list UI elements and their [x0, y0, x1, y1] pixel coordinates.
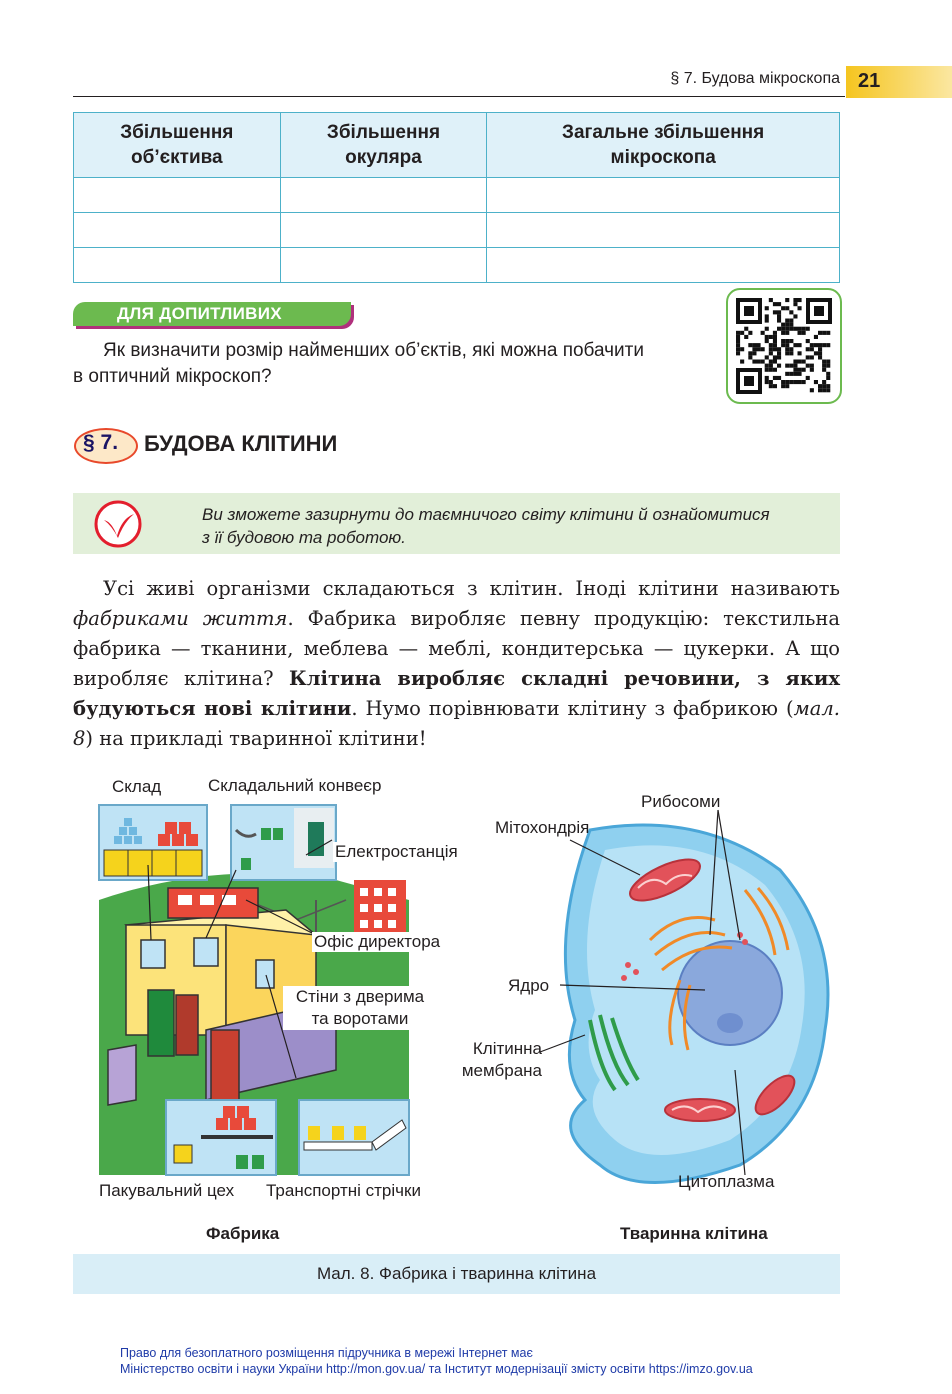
table-cell — [74, 213, 281, 248]
checkmark-goal-icon — [90, 500, 146, 548]
table-cell — [487, 178, 840, 213]
body-text: ) на прикладі тваринної клітини! — [85, 727, 427, 750]
factory-caption: Фабрика — [206, 1224, 280, 1243]
body-text: . Фабрика виробляє певну продукцію: текстильна фабрика — тканини, меблева — меблі, кондитерська — цукерки. А що виробляє клітина? — [73, 607, 840, 690]
qr-code[interactable] — [726, 288, 842, 404]
table-cell — [74, 248, 281, 283]
curious-badge — [73, 302, 351, 326]
magnification-table — [73, 112, 840, 283]
running-header: § 7. Будова мікроскопа — [670, 70, 840, 87]
label-warehouse: Склад — [112, 777, 162, 796]
footer-line: Право для безоплатного розміщення підручника в мережі Інтернет має — [120, 1346, 533, 1360]
label-line: та воротами — [311, 1009, 409, 1028]
label-nucleus: Ядро — [508, 976, 550, 995]
curious-badge-label: ДЛЯ ДОПИТЛИВИХ — [117, 304, 282, 323]
goal-line: з її будовою та роботою. — [202, 528, 406, 547]
cell-caption: Тваринна клітина — [620, 1224, 768, 1243]
body-text: Усі живі організми складаються з клітин. Іноді клітини називають — [103, 577, 840, 600]
goal-line: Ви зможете зазирнути до таємничого світу клітини й ознайомитися — [202, 505, 770, 524]
label-line: мембрана — [461, 1061, 542, 1080]
table-header-row — [74, 113, 840, 178]
label-line: Клітинна — [472, 1039, 542, 1058]
label-conveyor: Транспортні стрічки — [266, 1181, 421, 1200]
header-line: Збільшення — [120, 122, 234, 143]
label-director-office: Офіс директора — [314, 932, 441, 951]
table-row — [74, 213, 840, 248]
label-line: Стіни з дверима — [295, 987, 425, 1006]
header-line: окуляра — [345, 147, 422, 168]
curious-line: в оптичний мікроскоп? — [73, 366, 272, 387]
header-line: Загальне збільшення — [562, 122, 765, 143]
table-header-objective — [74, 113, 281, 178]
label-ribosomes: Рибосоми — [641, 792, 721, 811]
curious-line: Як визначити розмір найменших об’єктів, які можна побачити — [103, 340, 644, 361]
body-italic: мал. 8 — [73, 697, 840, 750]
header-line: об’єктива — [131, 147, 223, 168]
table-cell — [280, 248, 487, 283]
page-number: 21 — [858, 70, 881, 92]
footer-notice — [120, 1345, 880, 1377]
body-paragraph — [73, 574, 840, 754]
table-cell — [487, 248, 840, 283]
label-mitochondria: Мітохондрія — [495, 818, 590, 837]
table-cell — [280, 178, 487, 213]
curious-question — [73, 338, 723, 390]
label-membrane — [446, 1038, 542, 1082]
body-text: . Нумо порівнювати клітину з фабрикою ( — [351, 697, 794, 720]
table-header-total — [487, 113, 840, 178]
figure-caption: Мал. 8. Фабрика і тваринна клітина — [316, 1264, 597, 1283]
label-power-station: Електростанція — [335, 842, 458, 861]
animal-cell-illustration — [440, 780, 840, 1200]
table-row — [74, 178, 840, 213]
table-cell — [280, 213, 487, 248]
label-packing: Пакувальний цех — [99, 1181, 235, 1200]
label-walls-gates — [283, 986, 437, 1030]
header-line: мікроскопа — [610, 147, 716, 168]
table-header-eyepiece — [280, 113, 487, 178]
header-line: Збільшення — [326, 122, 441, 143]
section-number: § 7. — [83, 431, 119, 454]
goal-text — [202, 503, 832, 549]
table-cell — [74, 178, 281, 213]
qr-code-icon — [728, 290, 840, 402]
header-rule — [73, 96, 845, 97]
body-italic: фабриками життя — [73, 607, 288, 630]
body-bold: Клітина виробляє складні речовини, з яких будуються нові клітини — [73, 667, 840, 720]
label-assembly-line: Складальний конвеєр — [208, 776, 382, 795]
table-row — [74, 248, 840, 283]
section-title: БУДОВА КЛІТИНИ — [144, 431, 338, 456]
label-cytoplasm: Цитоплазма — [678, 1172, 775, 1191]
footer-link-line[interactable]: Міністерство освіти і науки України http://mon.gov.ua/ та Інститут модернізації змісту освіти https://imzo.gov.ua — [120, 1362, 753, 1376]
table-cell — [487, 213, 840, 248]
